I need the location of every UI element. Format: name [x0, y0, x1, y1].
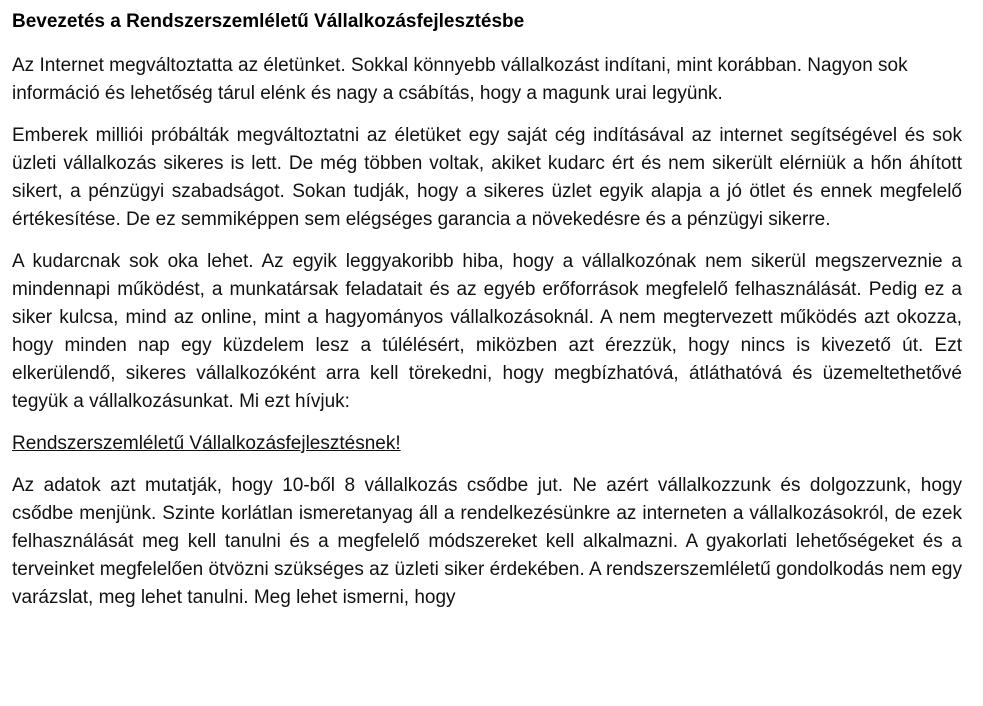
paragraph-intro: Az Internet megváltoztatta az életünket. Sokkal könnyebb vállalkozást indítani, mint korábban. Nagyon sok információ és lehetőség tárul elénk és nagy a csábítás, hogy a magunk urai legyünk. — [12, 55, 908, 104]
paragraph-highlight: Rendszerszemléletű Vállalkozásfejlesztésnek! — [12, 433, 401, 454]
document-body — [12, 8, 962, 626]
paragraph-millions: Emberek milliói próbálták megváltoztatni az életüket egy saját cég indításával az internet segítségével és sok üzleti vállalkozás sikeres is lett. De még többen voltak, akiket kudarc ért és nem sikerült elérniük a hőn áhított sikert, a pénzügyi szabadságot. Sokan tudják, hogy a sikeres üzlet egyik alapja a jó ötlet és ennek megfelelő értékesítése. De ez semmiképpen sem elégséges garancia a növekedésre és a pénzügyi sikerre. — [12, 125, 962, 230]
document-title: Bevezetés a Rendszerszemléletű Vállalkozásfejlesztésbe — [12, 11, 525, 32]
paragraph-failure-reasons: A kudarcnak sok oka lehet. Az egyik leggyakoribb hiba, hogy a vállalkozónak nem sikerül megszerveznie a mindennapi működést, a munkatársak feladatait és az egyéb erőforrások megfelelő felhasználását. Pedig ez a siker kulcsa, mind az online, mint a hagyományos vállalkozásoknál. A nem megtervezett működés azt okozza, hogy minden nap egy küzdelem lesz a túlélésért, miközben azt érezzük, hogy nincs is kivezető út. Ezt elkerülendő, sikeres vállalkozóként arra kell törekedni, hogy megbízhatóvá, átláthatóvá és üzemeltethetővé tegyük a vállalkozásunkat. Mi ezt hívjuk: — [12, 251, 962, 412]
paragraph-statistics: Az adatok azt mutatják, hogy 10-ből 8 vállalkozás csődbe jut. Ne azért vállalkozzunk és dolgozzunk, hogy csődbe menjünk. Szinte korlátlan ismeretanyag áll a rendelkezésünkre az interneten a vállalkozásokról, de ezek felhasználását meg kell tanulni és a megfelelő módszereket kell alkalmazni. A gyakorlati lehetőségeket és a terveinket megfelelően ötvözni szükséges az üzleti siker érdekében. A rendszerszemléletű gondolkodás nem egy varázslat, meg lehet tanulni. Meg lehet ismerni, hogy — [12, 475, 962, 608]
